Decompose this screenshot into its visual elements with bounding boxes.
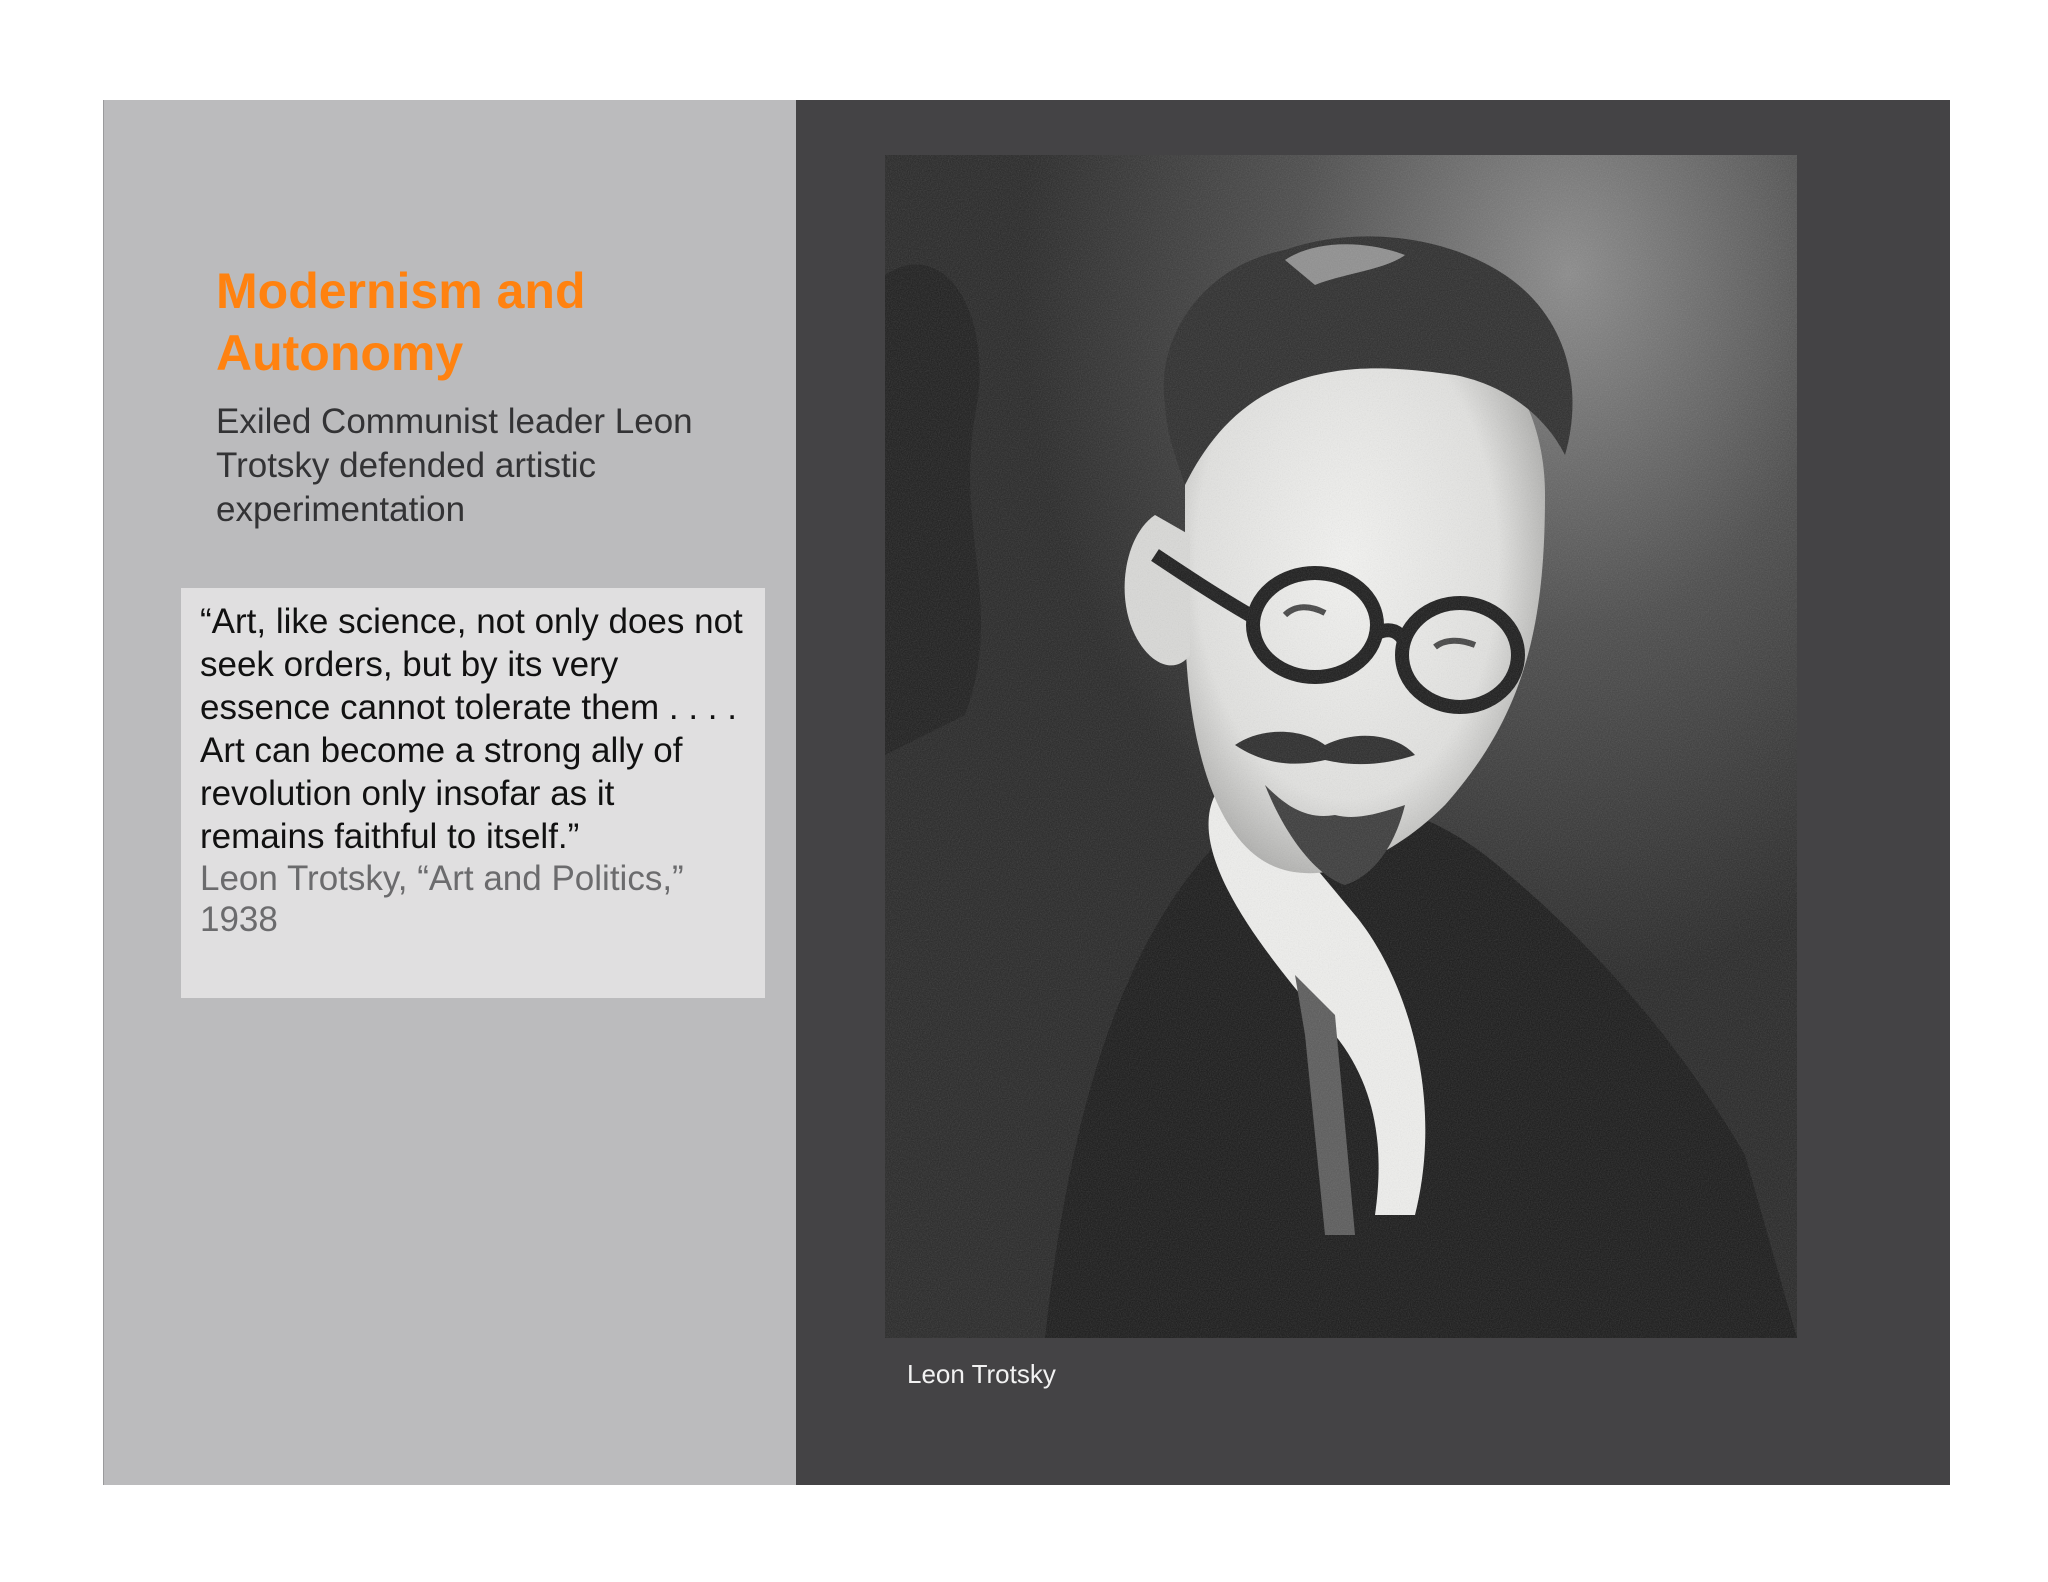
slide-title: Modernism and Autonomy <box>216 263 586 381</box>
text-panel <box>103 100 796 1485</box>
quote-box <box>181 588 765 998</box>
slide-subtitle: Exiled Communist leader Leon Trotsky defended artistic experimentation <box>216 402 693 529</box>
trotsky-portrait-photo <box>885 155 1797 1338</box>
slide <box>103 100 1950 1485</box>
quote-text: “Art, like science, not only does not seek orders, but by its very essence cannot tolerate them . . . . Art can become a strong ally of revolution only insofar as it remains faithful to itself.” <box>200 602 743 856</box>
portrait-illustration <box>885 155 1797 1338</box>
quote-source: Leon Trotsky, “Art and Politics,” 1938 <box>200 859 684 939</box>
photo-caption: Leon Trotsky <box>907 1359 1056 1389</box>
